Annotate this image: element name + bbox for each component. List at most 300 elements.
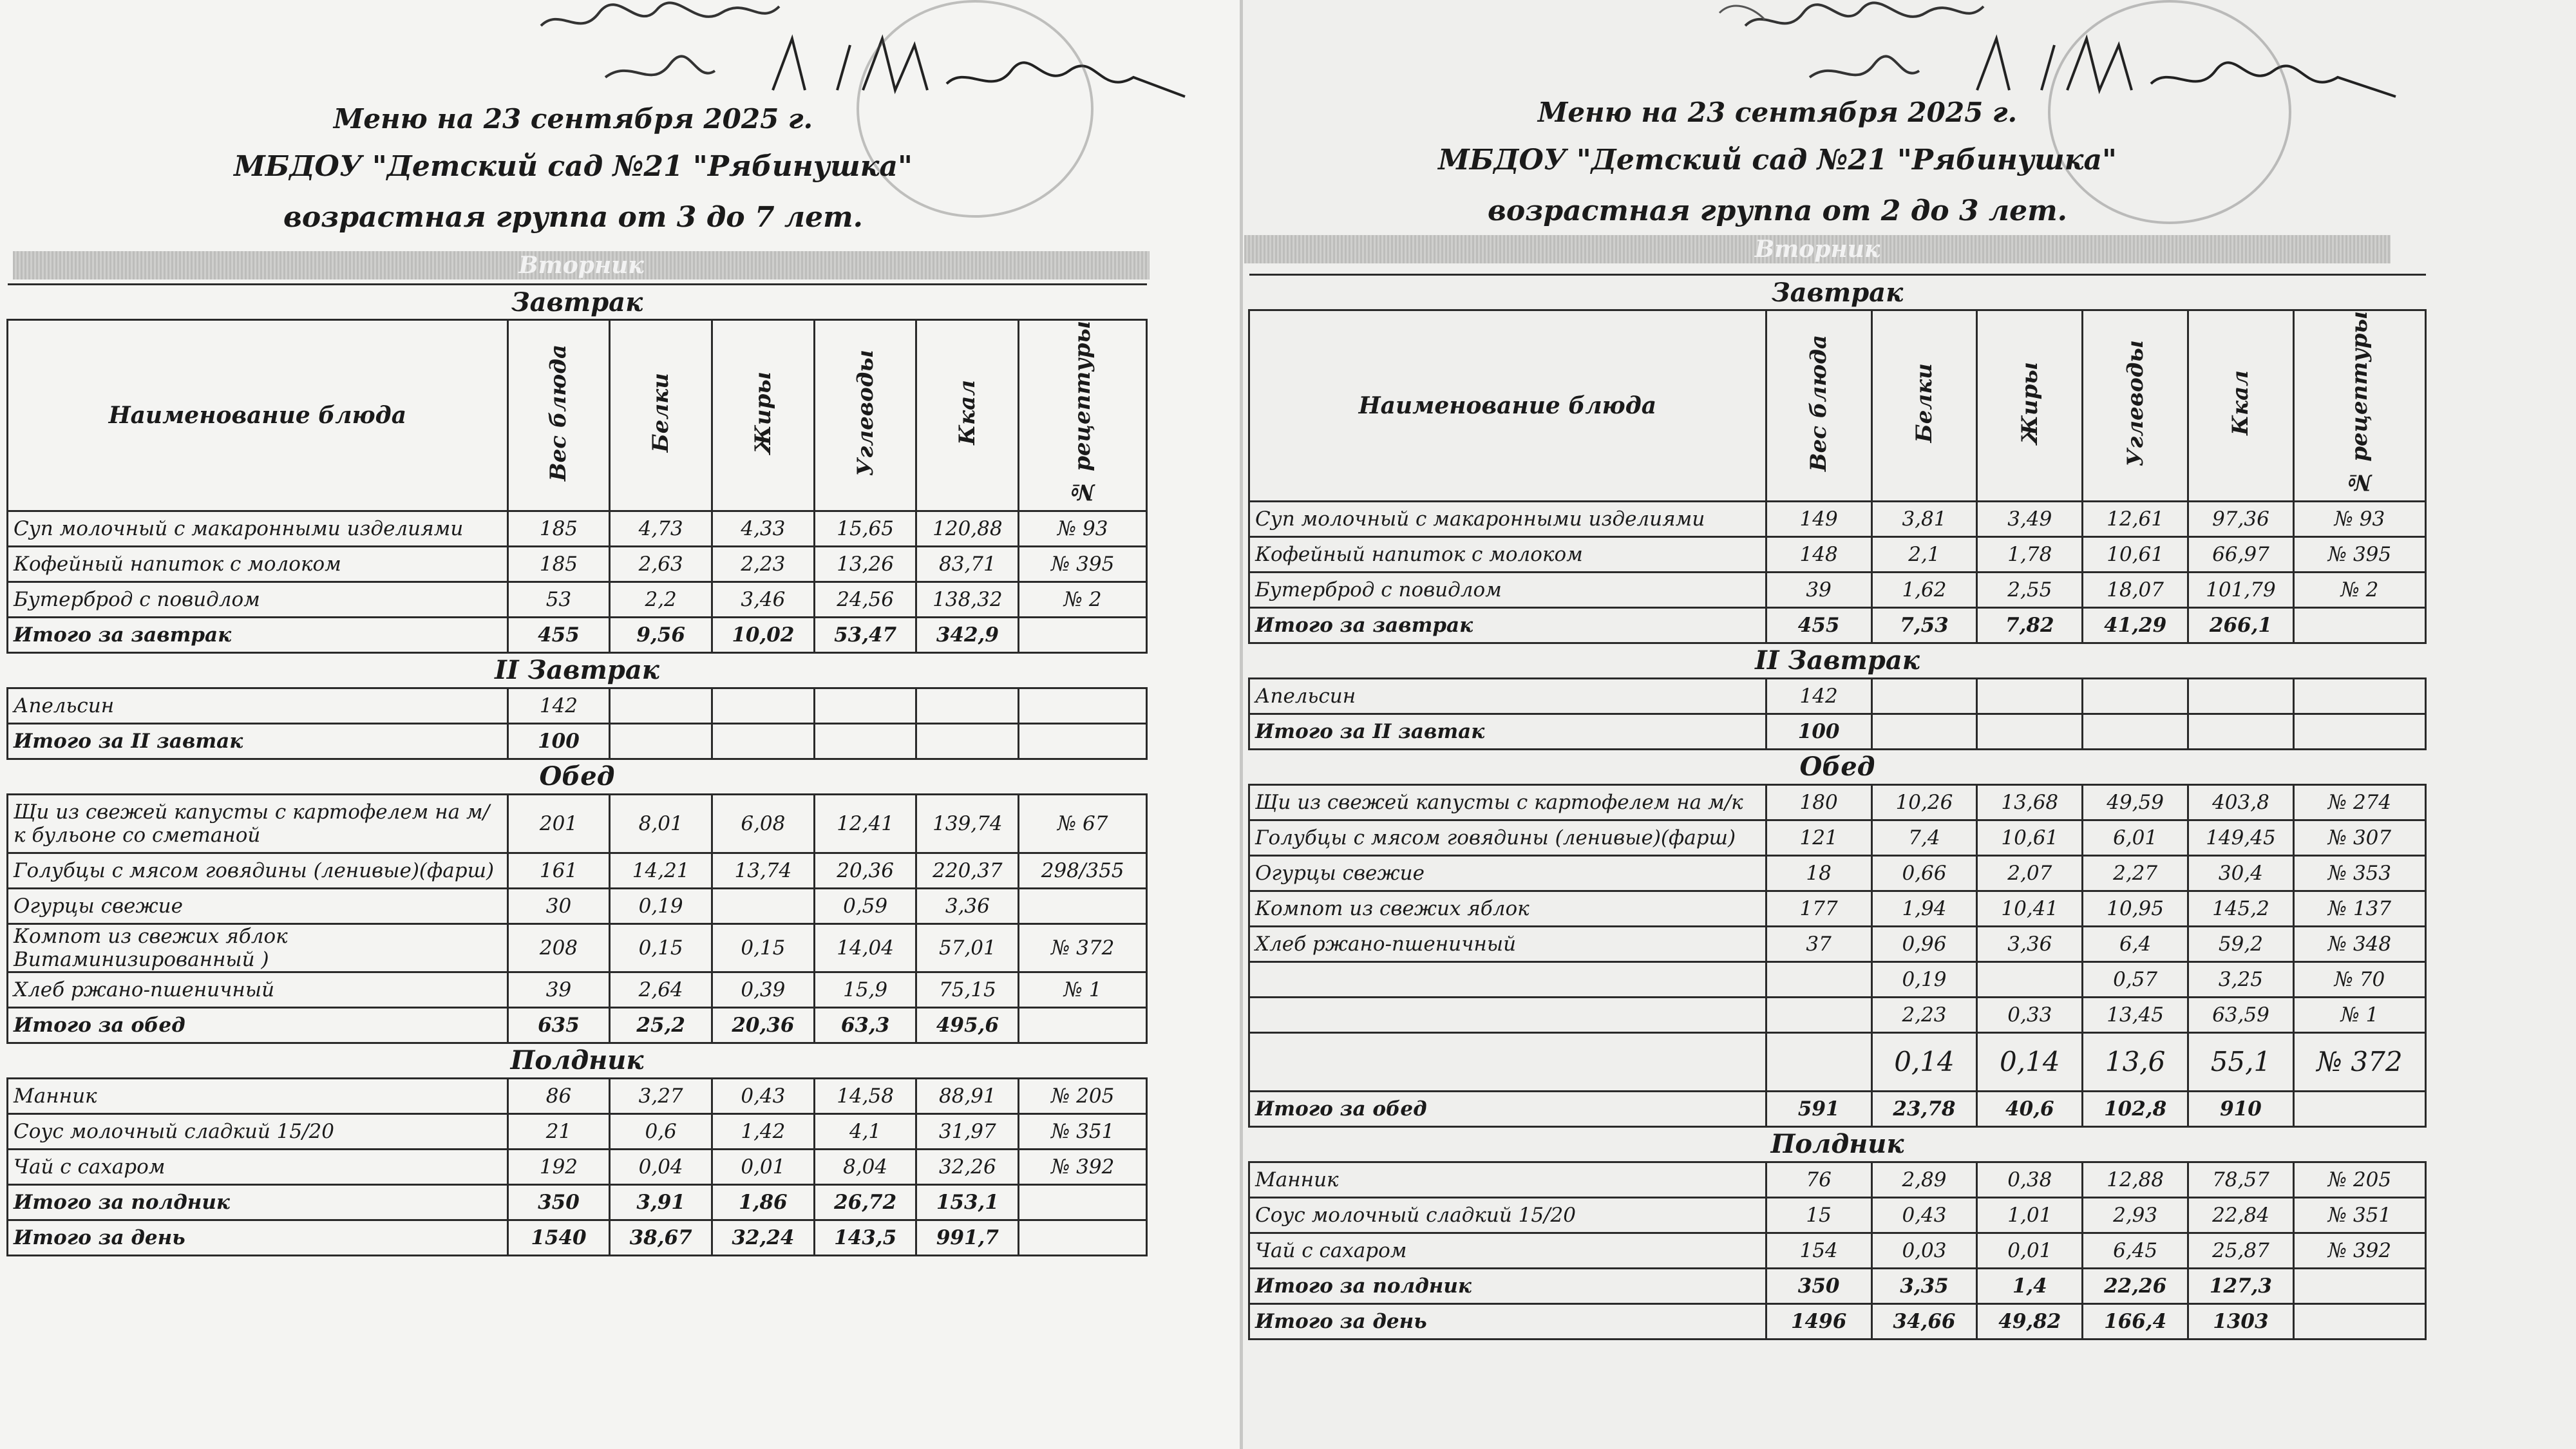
nutrient-value: 38,67 bbox=[610, 1220, 712, 1255]
nutrient-value: 0,43 bbox=[1871, 1197, 1977, 1233]
nutrient-value: 0,96 bbox=[1871, 926, 1977, 961]
nutrient-value bbox=[2188, 714, 2294, 749]
nutrient-value: 991,7 bbox=[916, 1220, 1019, 1255]
nutrient-value bbox=[916, 723, 1019, 759]
nutrient-value: 149 bbox=[1766, 501, 1871, 536]
column-header bbox=[507, 320, 610, 511]
nutrient-value: 57,01 bbox=[916, 923, 1019, 972]
nutrient-value bbox=[610, 723, 712, 759]
dish-row bbox=[1249, 855, 2426, 891]
dish-name: Итого за обед bbox=[8, 1007, 508, 1043]
dish-name: Манник bbox=[1249, 1162, 1766, 1197]
nutrient-value: 142 bbox=[1766, 678, 1871, 714]
nutrient-value: 3,27 bbox=[610, 1078, 712, 1113]
nutrient-value: 14,21 bbox=[610, 853, 712, 888]
column-header-label: Углеводы bbox=[852, 349, 878, 477]
dish-row bbox=[1249, 1162, 2426, 1197]
nutrient-value: 455 bbox=[1766, 607, 1871, 643]
nutrient-value: № 205 bbox=[1019, 1078, 1147, 1113]
total-row bbox=[1249, 1091, 2426, 1126]
nutrient-value: 10,41 bbox=[1977, 891, 2083, 926]
nutrient-value: 154 bbox=[1766, 1233, 1871, 1268]
nutrient-value: 1,42 bbox=[712, 1113, 815, 1149]
nutrient-value: 127,3 bbox=[2188, 1268, 2294, 1303]
nutrient-value: 4,33 bbox=[712, 511, 815, 546]
nutrient-value: 20,36 bbox=[712, 1007, 815, 1043]
nutrient-value: 0,01 bbox=[712, 1149, 815, 1184]
column-header bbox=[1977, 310, 2083, 502]
nutrient-value: 66,97 bbox=[2188, 536, 2294, 572]
dish-name: Хлеб ржано-пшеничный bbox=[1249, 926, 1766, 961]
nutrient-value: 83,71 bbox=[916, 546, 1019, 582]
dish-row bbox=[1249, 926, 2426, 961]
dish-name: Голубцы с мясом говядины (ленивые)(фарш) bbox=[1249, 820, 1766, 855]
nutrient-value: 2,63 bbox=[610, 546, 712, 582]
nutrient-value: № 392 bbox=[1019, 1149, 1147, 1184]
section-header bbox=[1249, 1126, 2426, 1162]
nutrient-value: № 395 bbox=[2293, 536, 2425, 572]
section-header bbox=[1249, 643, 2426, 678]
dish-row bbox=[1249, 536, 2426, 572]
nutrient-value: 13,68 bbox=[1977, 784, 2083, 820]
nutrient-value: 2,89 bbox=[1871, 1162, 1977, 1197]
nutrient-value: 142 bbox=[507, 688, 610, 723]
nutrient-value: 34,66 bbox=[1871, 1303, 1977, 1339]
dish-name: Компот из свежих яблок Витаминизированный ) bbox=[8, 923, 508, 972]
column-header bbox=[1019, 320, 1147, 511]
nutrient-value: 3,46 bbox=[712, 582, 815, 617]
column-header-row bbox=[1249, 310, 2426, 502]
dish-row bbox=[1249, 961, 2426, 997]
column-header-label: Жиры bbox=[750, 371, 776, 454]
nutrient-value: 15 bbox=[1766, 1197, 1871, 1233]
nutrient-value: 0,33 bbox=[1977, 997, 2083, 1032]
section-header bbox=[1249, 275, 2426, 310]
nutrient-value bbox=[814, 723, 916, 759]
nutrient-value bbox=[1766, 1032, 1871, 1091]
nutrient-value: 102,8 bbox=[2083, 1091, 2188, 1126]
nutrient-value: № 351 bbox=[2293, 1197, 2425, 1233]
nutrient-value bbox=[1019, 688, 1147, 723]
nutrient-value: 2,55 bbox=[1977, 572, 2083, 607]
nutrient-value: 18,07 bbox=[2083, 572, 2188, 607]
column-header bbox=[2188, 310, 2294, 502]
nutrient-value bbox=[2293, 1091, 2425, 1126]
nutrient-value: 39 bbox=[1766, 572, 1871, 607]
nutrient-value: 0,57 bbox=[2083, 961, 2188, 997]
total-row bbox=[1249, 607, 2426, 643]
nutrient-value: 6,4 bbox=[2083, 926, 2188, 961]
dish-row bbox=[8, 511, 1147, 546]
dish-row bbox=[1249, 1233, 2426, 1268]
nutrient-value: 10,02 bbox=[712, 617, 815, 652]
institution-name: МБДОУ "Детский сад №21 "Рябинушка" bbox=[234, 150, 913, 183]
nutrient-value bbox=[712, 688, 815, 723]
dish-row bbox=[8, 888, 1147, 923]
dish-name: Соус молочный сладкий 15/20 bbox=[8, 1113, 508, 1149]
nutrient-value: 2,64 bbox=[610, 972, 712, 1007]
column-header bbox=[1766, 310, 1871, 502]
dish-row bbox=[8, 972, 1147, 1007]
dish-row bbox=[1249, 678, 2426, 714]
section-header bbox=[8, 652, 1147, 688]
nutrient-value: № 93 bbox=[1019, 511, 1147, 546]
dish-name: Бутерброд с повидлом bbox=[1249, 572, 1766, 607]
column-header-label: Белки bbox=[648, 373, 674, 453]
dish-name: Огурцы свежие bbox=[1249, 855, 1766, 891]
nutrient-value: 41,29 bbox=[2083, 607, 2188, 643]
nutrient-value: 59,2 bbox=[2188, 926, 2294, 961]
nutrient-value: 342,9 bbox=[916, 617, 1019, 652]
dish-name: Итого за II завтак bbox=[1249, 714, 1766, 749]
nutrient-value: 75,15 bbox=[916, 972, 1019, 1007]
nutrient-value: 13,6 bbox=[2083, 1032, 2188, 1091]
nutrient-value: № 353 bbox=[2293, 855, 2425, 891]
dish-row bbox=[8, 794, 1147, 853]
nutrient-value: 7,4 bbox=[1871, 820, 1977, 855]
nutrient-value: 0,15 bbox=[610, 923, 712, 972]
dish-row bbox=[1249, 501, 2426, 536]
nutrient-value: 30 bbox=[507, 888, 610, 923]
nutrient-value bbox=[712, 888, 815, 923]
column-header-row bbox=[8, 320, 1147, 511]
nutrient-value: 101,79 bbox=[2188, 572, 2294, 607]
right-menu-sheet bbox=[1243, 0, 2576, 1449]
nutrient-value bbox=[2293, 607, 2425, 643]
weekday-bar: Вторник bbox=[1244, 235, 2391, 263]
nutrient-value: 455 bbox=[507, 617, 610, 652]
nutrient-value bbox=[1019, 1184, 1147, 1220]
nutrient-value bbox=[1871, 678, 1977, 714]
column-header-label: Вес блюда bbox=[545, 344, 572, 481]
section-title: II Завтрак bbox=[8, 652, 1147, 688]
dish-name: Итого за полдник bbox=[8, 1184, 508, 1220]
section-title: Обед bbox=[8, 759, 1147, 794]
column-header-label: № рецептуры bbox=[1070, 321, 1096, 505]
nutrient-value: 10,26 bbox=[1871, 784, 1977, 820]
nutrient-value: 0,39 bbox=[712, 972, 815, 1007]
nutrient-value: 30,4 bbox=[2188, 855, 2294, 891]
total-row bbox=[8, 1220, 1147, 1255]
nutrient-value: № 205 bbox=[2293, 1162, 2425, 1197]
section-title: Завтрак bbox=[8, 285, 1147, 320]
dish-name: Огурцы свежие bbox=[8, 888, 508, 923]
nutrient-value: 3,91 bbox=[610, 1184, 712, 1220]
nutrient-value: 177 bbox=[1766, 891, 1871, 926]
dish-name: Чай с сахаром bbox=[8, 1149, 508, 1184]
dish-name: Итого за день bbox=[1249, 1303, 1766, 1339]
nutrient-value: 37 bbox=[1766, 926, 1871, 961]
column-header-label: Вес блюда bbox=[1806, 334, 1832, 471]
nutrient-value: 0,19 bbox=[610, 888, 712, 923]
left-menu-sheet bbox=[0, 0, 1243, 1449]
column-header bbox=[712, 320, 815, 511]
nutrient-value: № 392 bbox=[2293, 1233, 2425, 1268]
nutrient-value: 76 bbox=[1766, 1162, 1871, 1197]
nutrient-value: 53,47 bbox=[814, 617, 916, 652]
nutrient-value bbox=[1019, 1007, 1147, 1043]
nutrient-value: 22,26 bbox=[2083, 1268, 2188, 1303]
nutrient-value: № 372 bbox=[2293, 1032, 2425, 1091]
nutrient-value: 22,84 bbox=[2188, 1197, 2294, 1233]
dish-name: Итого за II завтак bbox=[8, 723, 508, 759]
nutrient-value: 10,95 bbox=[2083, 891, 2188, 926]
nutrient-value bbox=[1977, 714, 2083, 749]
dish-row bbox=[8, 546, 1147, 582]
nutrient-value: 32,24 bbox=[712, 1220, 815, 1255]
nutrient-value: № 2 bbox=[2293, 572, 2425, 607]
section-title: II Завтрак bbox=[1249, 643, 2426, 678]
institution-name: МБДОУ "Детский сад №21 "Рябинушка" bbox=[1438, 144, 2117, 176]
dish-row bbox=[8, 923, 1147, 972]
nutrient-value: 7,82 bbox=[1977, 607, 2083, 643]
column-header bbox=[814, 320, 916, 511]
nutrient-value: 3,35 bbox=[1871, 1268, 1977, 1303]
menu-table bbox=[1248, 274, 2427, 1340]
nutrient-value: 208 bbox=[507, 923, 610, 972]
nutrient-value: 8,01 bbox=[610, 794, 712, 853]
dish-name: Апельсин bbox=[1249, 678, 1766, 714]
nutrient-value bbox=[2293, 1303, 2425, 1339]
nutrient-value: 24,56 bbox=[814, 582, 916, 617]
nutrient-value: 3,36 bbox=[916, 888, 1019, 923]
dish-name: Суп молочный с макаронными изделиями bbox=[1249, 501, 1766, 536]
dish-row bbox=[1249, 1032, 2426, 1091]
nutrient-value: 4,73 bbox=[610, 511, 712, 546]
nutrient-value: 25,87 bbox=[2188, 1233, 2294, 1268]
nutrient-value: 0,38 bbox=[1977, 1162, 2083, 1197]
dish-name: Итого за полдник bbox=[1249, 1268, 1766, 1303]
section-header bbox=[8, 1043, 1147, 1078]
dish-name bbox=[1249, 961, 1766, 997]
dish-name: Итого за день bbox=[8, 1220, 508, 1255]
nutrient-value bbox=[2293, 1268, 2425, 1303]
nutrient-value: 2,1 bbox=[1871, 536, 1977, 572]
dish-name: Бутерброд с повидлом bbox=[8, 582, 508, 617]
total-row bbox=[1249, 1303, 2426, 1339]
nutrient-value: 0,03 bbox=[1871, 1233, 1977, 1268]
menu-header bbox=[1423, 97, 2132, 227]
age-group: возрастная группа от 3 до 7 лет. bbox=[283, 201, 863, 234]
dish-row bbox=[8, 582, 1147, 617]
nutrient-value: 14,58 bbox=[814, 1078, 916, 1113]
nutrient-value: 1,4 bbox=[1977, 1268, 2083, 1303]
nutrient-value: 149,45 bbox=[2188, 820, 2294, 855]
total-row bbox=[8, 1007, 1147, 1043]
nutrient-value bbox=[2293, 678, 2425, 714]
section-title: Полдник bbox=[8, 1043, 1147, 1078]
dish-row bbox=[8, 853, 1147, 888]
nutrient-value: 15,9 bbox=[814, 972, 916, 1007]
dish-row bbox=[1249, 820, 2426, 855]
nutrient-value: № 307 bbox=[2293, 820, 2425, 855]
nutrient-value: 138,32 bbox=[916, 582, 1019, 617]
nutrient-value: 63,3 bbox=[814, 1007, 916, 1043]
total-row bbox=[8, 723, 1147, 759]
nutrient-value: 1303 bbox=[2188, 1303, 2294, 1339]
dish-row bbox=[8, 688, 1147, 723]
total-row bbox=[1249, 714, 2426, 749]
nutrient-value: 2,23 bbox=[1871, 997, 1977, 1032]
nutrient-value bbox=[1019, 888, 1147, 923]
menu-date: Меню на 23 сентября 2025 г. bbox=[333, 103, 813, 135]
nutrient-value: № 348 bbox=[2293, 926, 2425, 961]
nutrient-value: № 351 bbox=[1019, 1113, 1147, 1149]
nutrient-value: 298/355 bbox=[1019, 853, 1147, 888]
section-header bbox=[1249, 749, 2426, 784]
nutrient-value: 21 bbox=[507, 1113, 610, 1149]
section-title: Обед bbox=[1249, 749, 2426, 784]
nutrient-value: 0,15 bbox=[712, 923, 815, 972]
column-header bbox=[2083, 310, 2188, 502]
nutrient-value: 25,2 bbox=[610, 1007, 712, 1043]
nutrient-value: 14,04 bbox=[814, 923, 916, 972]
nutrient-value: 31,97 bbox=[916, 1113, 1019, 1149]
nutrient-value bbox=[712, 723, 815, 759]
nutrient-value: 49,82 bbox=[1977, 1303, 2083, 1339]
nutrient-value: 12,41 bbox=[814, 794, 916, 853]
total-row bbox=[8, 617, 1147, 652]
dish-name: Итого за обед bbox=[1249, 1091, 1766, 1126]
nutrient-value: 26,72 bbox=[814, 1184, 916, 1220]
nutrient-value: 8,04 bbox=[814, 1149, 916, 1184]
column-header-label: Ккал bbox=[954, 380, 981, 446]
nutrient-value bbox=[1019, 1220, 1147, 1255]
nutrient-value: 12,88 bbox=[2083, 1162, 2188, 1197]
dish-name: Щи из свежей капусты с картофелем на м/к бульоне со сметаной bbox=[8, 794, 508, 853]
nutrient-value: № 1 bbox=[2293, 997, 2425, 1032]
nutrient-value: 0,14 bbox=[1977, 1032, 2083, 1091]
nutrient-value: 2,23 bbox=[712, 546, 815, 582]
dish-name: Голубцы с мясом говядины (ленивые)(фарш) bbox=[8, 853, 508, 888]
nutrient-value: 1,86 bbox=[712, 1184, 815, 1220]
column-header bbox=[1871, 310, 1977, 502]
nutrient-value: 2,2 bbox=[610, 582, 712, 617]
nutrient-value: 100 bbox=[1766, 714, 1871, 749]
nutrient-value: 1540 bbox=[507, 1220, 610, 1255]
dish-row bbox=[1249, 1197, 2426, 1233]
nutrient-value bbox=[2188, 678, 2294, 714]
nutrient-value bbox=[814, 688, 916, 723]
nutrient-value: 350 bbox=[1766, 1268, 1871, 1303]
nutrient-value bbox=[1766, 961, 1871, 997]
dish-row bbox=[8, 1113, 1147, 1149]
nutrient-value: 10,61 bbox=[1977, 820, 2083, 855]
dish-name: Манник bbox=[8, 1078, 508, 1113]
nutrient-value: 120,88 bbox=[916, 511, 1019, 546]
nutrient-value: 591 bbox=[1766, 1091, 1871, 1126]
dish-name bbox=[1249, 1032, 1766, 1091]
nutrient-value: 185 bbox=[507, 511, 610, 546]
nutrient-value bbox=[916, 688, 1019, 723]
nutrient-value bbox=[1871, 714, 1977, 749]
column-header-label: Белки bbox=[1911, 363, 1937, 443]
dish-name: Соус молочный сладкий 15/20 bbox=[1249, 1197, 1766, 1233]
dish-row bbox=[8, 1149, 1147, 1184]
nutrient-value: 910 bbox=[2188, 1091, 2294, 1126]
total-row bbox=[1249, 1268, 2426, 1303]
menu-date: Меню на 23 сентября 2025 г. bbox=[1537, 97, 2018, 128]
nutrient-value bbox=[2293, 714, 2425, 749]
nutrient-value: № 93 bbox=[2293, 501, 2425, 536]
column-header-label: Ккал bbox=[2228, 370, 2254, 436]
dish-row bbox=[1249, 572, 2426, 607]
nutrient-value: 3,49 bbox=[1977, 501, 2083, 536]
nutrient-value: № 2 bbox=[1019, 582, 1147, 617]
nutrient-value: 192 bbox=[507, 1149, 610, 1184]
nutrient-value: 53 bbox=[507, 582, 610, 617]
nutrient-value: № 70 bbox=[2293, 961, 2425, 997]
dish-name: Итого за завтрак bbox=[1249, 607, 1766, 643]
nutrient-value: 39 bbox=[507, 972, 610, 1007]
column-header-label: Углеводы bbox=[2122, 339, 2148, 467]
nutrient-value: 6,08 bbox=[712, 794, 815, 853]
nutrient-value: 3,25 bbox=[2188, 961, 2294, 997]
dish-row bbox=[8, 1078, 1147, 1113]
nutrient-value: 13,26 bbox=[814, 546, 916, 582]
nutrient-value: 100 bbox=[507, 723, 610, 759]
dish-row bbox=[1249, 784, 2426, 820]
section-title: Полдник bbox=[1249, 1126, 2426, 1162]
section-title: Завтрак bbox=[1249, 275, 2426, 310]
nutrient-value: 403,8 bbox=[2188, 784, 2294, 820]
nutrient-value: 20,36 bbox=[814, 853, 916, 888]
nutrient-value: 161 bbox=[507, 853, 610, 888]
dish-name: Компот из свежих яблок bbox=[1249, 891, 1766, 926]
nutrient-value: 1,62 bbox=[1871, 572, 1977, 607]
nutrient-value bbox=[1766, 997, 1871, 1032]
nutrient-value: 145,2 bbox=[2188, 891, 2294, 926]
column-header-label: Жиры bbox=[2016, 361, 2043, 444]
nutrient-value: 78,57 bbox=[2188, 1162, 2294, 1197]
nutrient-value: 4,1 bbox=[814, 1113, 916, 1149]
dish-name bbox=[1249, 997, 1766, 1032]
nutrient-value: 185 bbox=[507, 546, 610, 582]
column-header: Наименование блюда bbox=[8, 320, 508, 511]
nutrient-value: 63,59 bbox=[2188, 997, 2294, 1032]
nutrient-value: 495,6 bbox=[916, 1007, 1019, 1043]
dish-name: Апельсин bbox=[8, 688, 508, 723]
nutrient-value: 0,59 bbox=[814, 888, 916, 923]
nutrient-value: 1496 bbox=[1766, 1303, 1871, 1339]
age-group: возрастная группа от 2 до 3 лет. bbox=[1488, 194, 2067, 227]
nutrient-value: 23,78 bbox=[1871, 1091, 1977, 1126]
nutrient-value: № 274 bbox=[2293, 784, 2425, 820]
menu-table bbox=[6, 283, 1148, 1256]
section-header bbox=[8, 285, 1147, 320]
nutrient-value: 86 bbox=[507, 1078, 610, 1113]
nutrient-value: 7,53 bbox=[1871, 607, 1977, 643]
nutrient-value: 15,65 bbox=[814, 511, 916, 546]
dish-name: Итого за завтрак bbox=[8, 617, 508, 652]
nutrient-value: 1,94 bbox=[1871, 891, 1977, 926]
nutrient-value: 153,1 bbox=[916, 1184, 1019, 1220]
column-header bbox=[916, 320, 1019, 511]
nutrient-value: 0,14 bbox=[1871, 1032, 1977, 1091]
dish-name: Суп молочный с макаронными изделиями bbox=[8, 511, 508, 546]
dish-row bbox=[1249, 891, 2426, 926]
menu-header bbox=[219, 103, 927, 234]
nutrient-value: 0,43 bbox=[712, 1078, 815, 1113]
nutrient-value: 201 bbox=[507, 794, 610, 853]
nutrient-value: № 137 bbox=[2293, 891, 2425, 926]
column-header: Наименование блюда bbox=[1249, 310, 1766, 502]
dish-name: Чай с сахаром bbox=[1249, 1233, 1766, 1268]
nutrient-value bbox=[1019, 617, 1147, 652]
dish-row bbox=[1249, 997, 2426, 1032]
nutrient-value: 2,07 bbox=[1977, 855, 2083, 891]
nutrient-value: 148 bbox=[1766, 536, 1871, 572]
